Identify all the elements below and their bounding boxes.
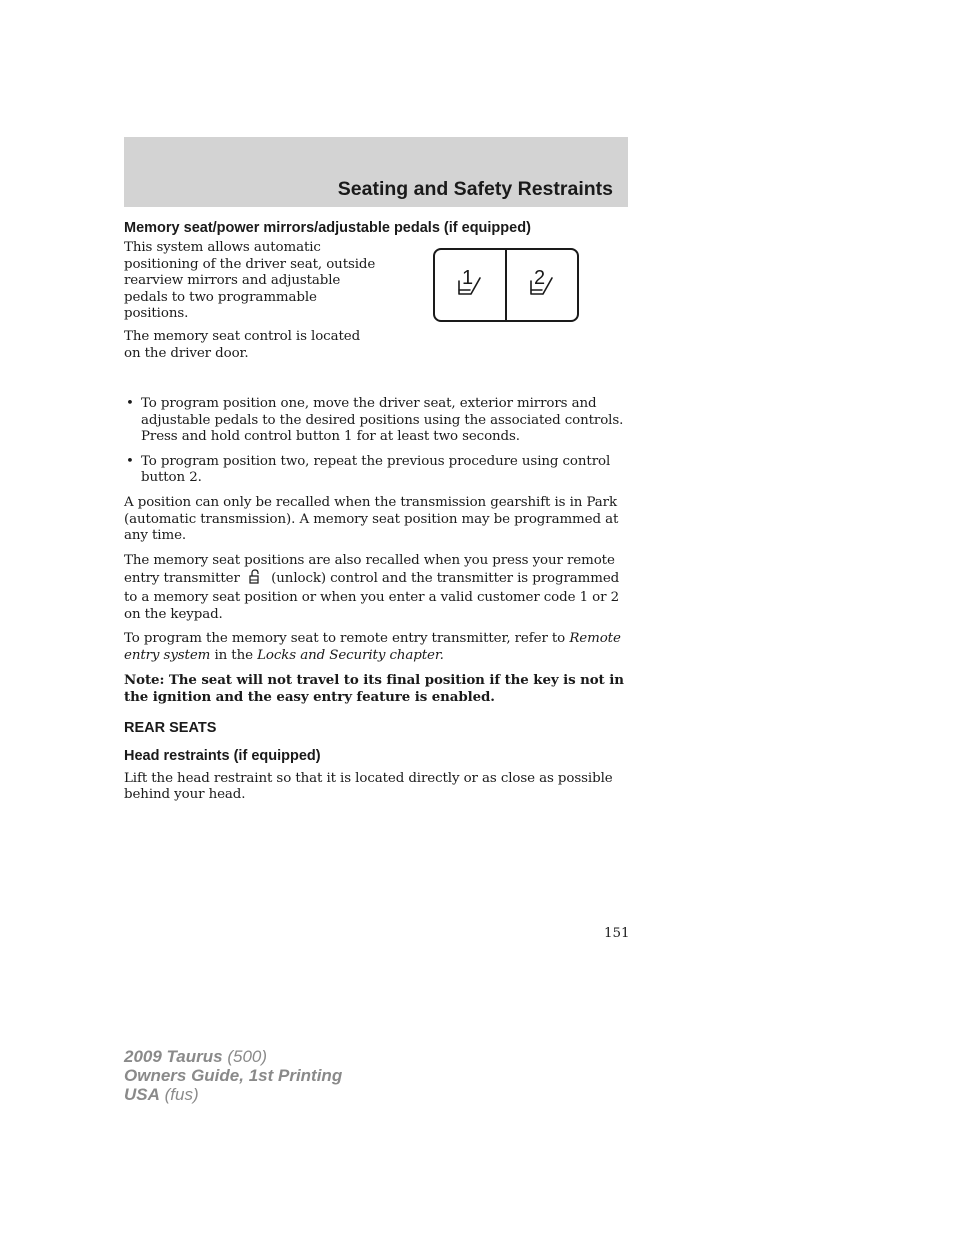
list-item-text: To program position two, repeat the previous procedure using control button 2. xyxy=(141,453,611,486)
chapter-reference: Locks and Security chapter. xyxy=(257,647,444,663)
footer-line-1 xyxy=(124,1047,342,1066)
remote-entry-reference: Remote entry system xyxy=(124,631,621,663)
head-restraints-paragraph: Lift the head restraint so that it is located directly or as close as possible behind your head. xyxy=(124,770,613,803)
programming-steps-list xyxy=(124,396,629,487)
intro-paragraph-2: The memory seat control is located on the driver door. xyxy=(124,328,361,361)
refer-text-mid: in the xyxy=(214,647,253,663)
memory-button-1-label: 1 xyxy=(462,267,474,289)
intro-paragraph-1: This system allows automatic positioning of the driver seat, outside rearview mirrors and adjustable pedals to two programmable positions. xyxy=(124,240,376,322)
memory-button-2-label: 2 xyxy=(534,267,546,289)
rear-seats-heading: REAR SEATS xyxy=(124,719,217,736)
memory-intro-text xyxy=(124,240,379,362)
memory-button-2 xyxy=(505,250,577,320)
footer-market-code: (fus) xyxy=(164,1085,199,1104)
head-restraints-heading: Head restraints (if equipped) xyxy=(124,747,321,764)
remote-recall-paragraph xyxy=(124,553,629,623)
remote-text-after: (unlock) control and the transmitter is programmed to a memory seat position or when you enter a valid customer code 1 or 2 on the keypad. xyxy=(124,571,620,622)
section-header-band xyxy=(124,137,628,207)
bullet-marker: • xyxy=(126,396,134,411)
footer-line-3 xyxy=(124,1085,342,1104)
section-title: Seating and Safety Restraints xyxy=(337,178,613,200)
unlock-icon xyxy=(247,569,261,590)
list-item xyxy=(124,454,629,487)
memory-seat-heading: Memory seat/power mirrors/adjustable pedals (if equipped) xyxy=(124,220,531,236)
page-number: 151 xyxy=(604,926,630,941)
footer-edition-info xyxy=(124,1047,342,1104)
memory-intro xyxy=(124,240,629,388)
footer-model-code: (500) xyxy=(227,1047,268,1066)
footer-model: 2009 Taurus xyxy=(124,1047,223,1066)
memory-button-1 xyxy=(435,250,505,320)
recall-paragraph: A position can only be recalled when the transmission gearshift is in Park (automatic transmission). A memory seat position may be programmed at any time. xyxy=(124,494,619,544)
bullet-marker: • xyxy=(126,453,134,469)
seat-2-icon xyxy=(525,264,559,300)
refer-paragraph xyxy=(124,631,629,664)
list-item-text: To program position one, move the driver seat, exterior mirrors and adjustable pedals to the desired positions using the associated controls. Press and hold control button 1 for at least two seconds. xyxy=(141,396,624,445)
remote-text-before: The memory seat positions are also recalled when you press your remote entry transmitter xyxy=(124,552,615,587)
refer-text-start: To program the memory seat to remote entry transmitter, refer to xyxy=(124,631,566,647)
memory-seat-control-illustration xyxy=(433,248,579,322)
note-paragraph: Note: The seat will not travel to its final position if the key is not in the ignition and the easy entry feature is enabled. xyxy=(124,672,624,705)
footer-line-2: Owners Guide, 1st Printing xyxy=(124,1066,343,1085)
page-content xyxy=(124,220,629,804)
seat-1-icon xyxy=(453,264,487,300)
footer-market: USA xyxy=(124,1085,160,1104)
list-item xyxy=(124,396,629,446)
